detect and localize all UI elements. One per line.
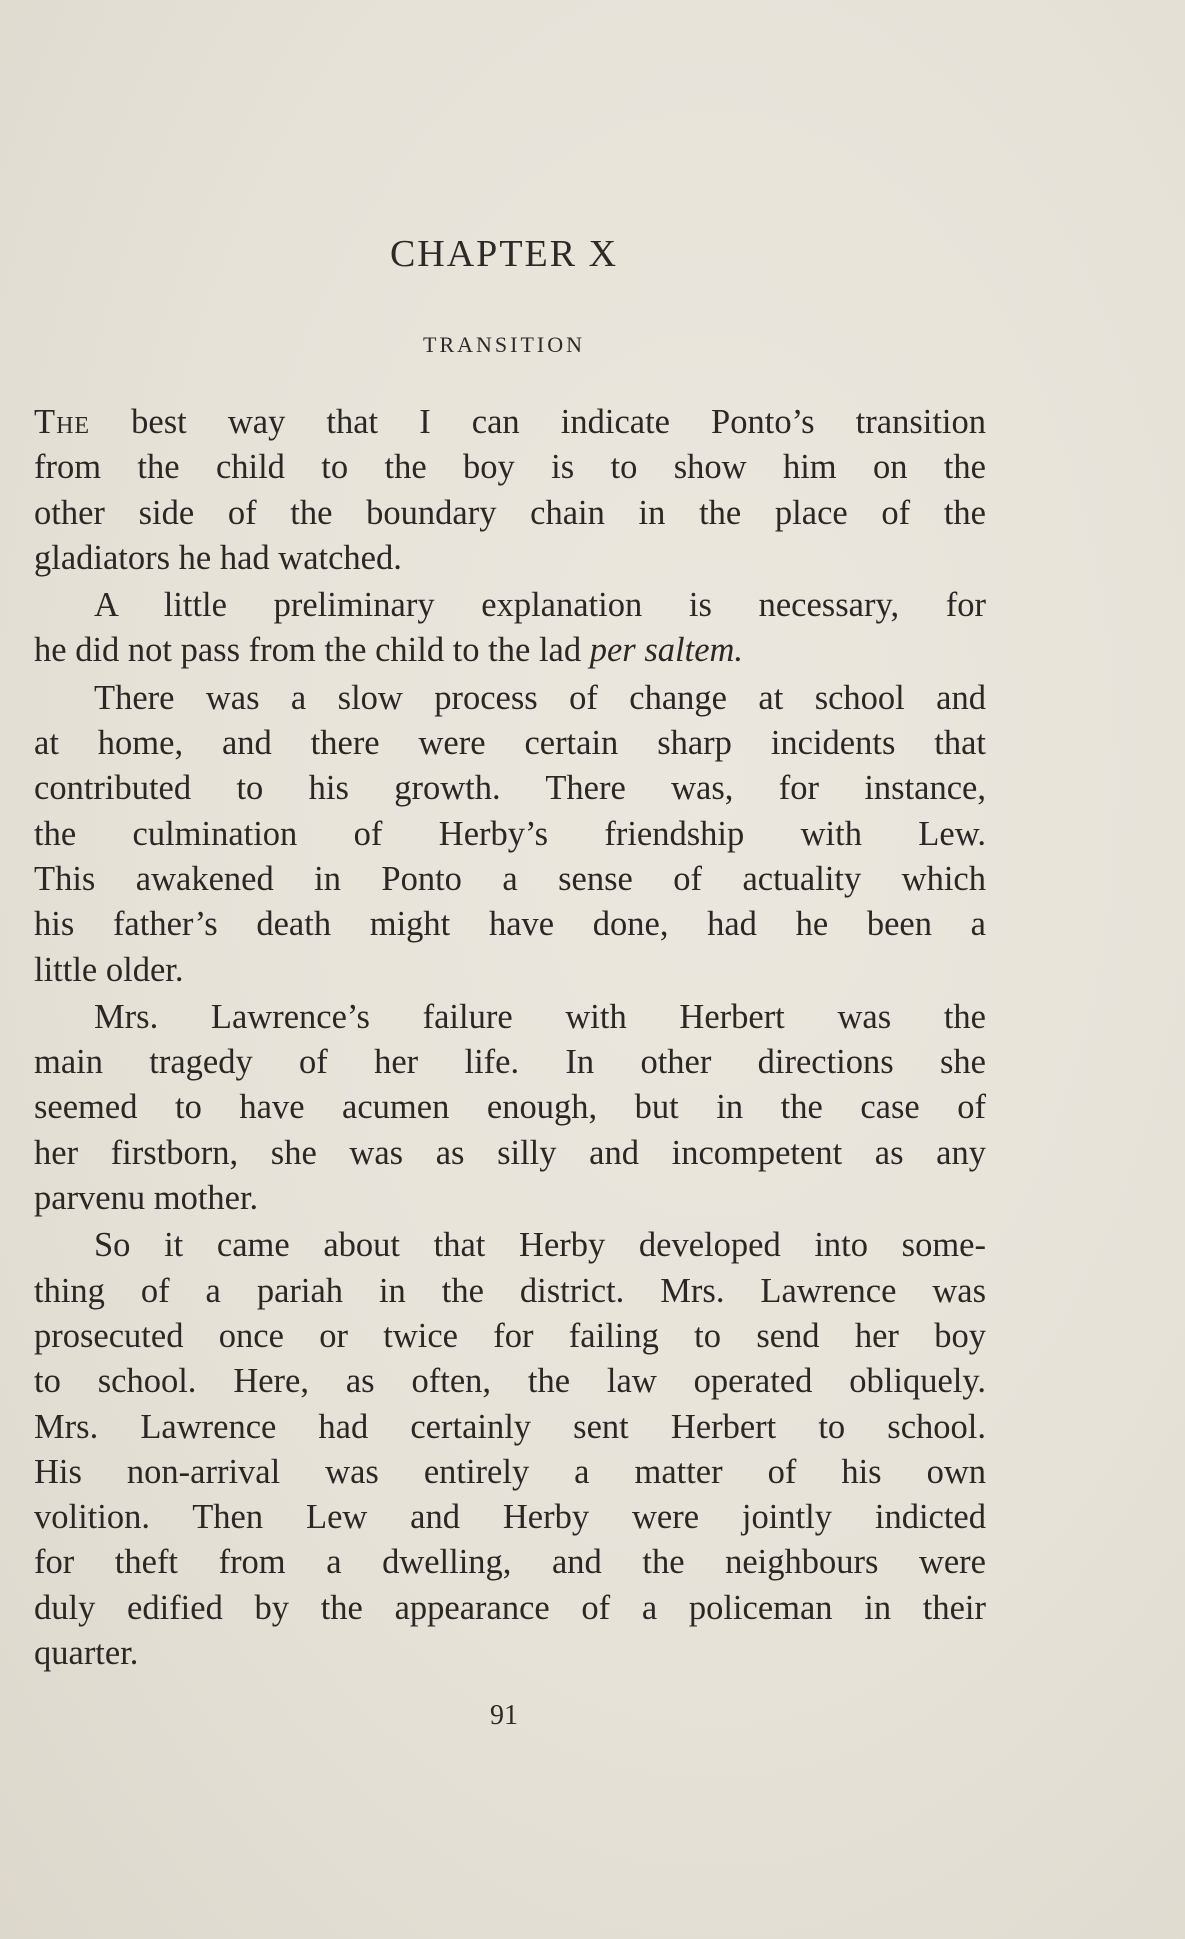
text-line: Mrs. Lawrence’s failure with Herbert was the xyxy=(94,997,986,1036)
text-line: his father’s death might have done, had he been a xyxy=(34,905,986,944)
text-line: His non-arrival was entirely a matter of his own xyxy=(34,1452,986,1491)
latin-phrase: per saltem. xyxy=(589,631,744,670)
text-line: other side of the boundary chain in the place of the xyxy=(34,493,986,532)
text-line: little older. xyxy=(34,950,184,989)
text-line: parvenu mother. xyxy=(34,1179,259,1218)
text-line: he did not pass from the child to the lad per saltem. xyxy=(34,631,744,670)
text-line: There was a slow process of change at school and xyxy=(94,678,986,717)
text-line: gladiators he had watched. xyxy=(34,538,402,577)
paragraph xyxy=(34,676,986,993)
body-text xyxy=(34,400,986,1676)
text-line: for theft from a dwelling, and the neighbours were xyxy=(34,1543,986,1582)
text-line: main tragedy of her life. In other directions she xyxy=(34,1043,986,1082)
paragraph xyxy=(34,995,986,1221)
text-line: A little preliminary explanation is necessary, for xyxy=(94,586,986,625)
lead-word: The xyxy=(34,403,91,441)
text-line: volition. Then Lew and Herby were jointly indicted xyxy=(34,1498,986,1537)
chapter-subtitle: TRANSITION xyxy=(423,332,585,357)
text-line: quarter. xyxy=(34,1634,139,1673)
text-line: contributed to his growth. There was, for instance, xyxy=(34,769,986,808)
text-line: This awakened in Ponto a sense of actuality which xyxy=(34,859,986,898)
text-line: at home, and there were certain sharp incidents that xyxy=(34,724,986,763)
text-line: thing of a pariah in the district. Mrs. Lawrence was xyxy=(34,1271,986,1310)
chapter-title: CHAPTER X xyxy=(389,233,619,275)
text-line: So it came about that Herby developed into some- xyxy=(94,1226,986,1265)
text-line: The best way that I can indicate Ponto’s transition xyxy=(34,403,986,441)
text-line: Mrs. Lawrence had certainly sent Herbert to school. xyxy=(34,1407,986,1446)
text-line: the culmination of Herby’s friendship with Lew. xyxy=(34,814,986,853)
text-line: to school. Here, as often, the law operated obliquely. xyxy=(34,1362,986,1401)
text-line: from the child to the boy is to show him on the xyxy=(34,448,986,487)
text-line: seemed to have acumen enough, but in the case of xyxy=(34,1088,986,1127)
text-line: duly edified by the appearance of a policeman in their xyxy=(34,1588,986,1627)
paragraph xyxy=(34,1223,986,1676)
text-line: her firstborn, she was as silly and incompetent as any xyxy=(34,1133,986,1172)
paragraph xyxy=(34,400,986,581)
page-number: 91 xyxy=(490,1700,518,1731)
text-line: prosecuted once or twice for failing to send her boy xyxy=(34,1316,986,1355)
paragraph xyxy=(34,583,986,674)
